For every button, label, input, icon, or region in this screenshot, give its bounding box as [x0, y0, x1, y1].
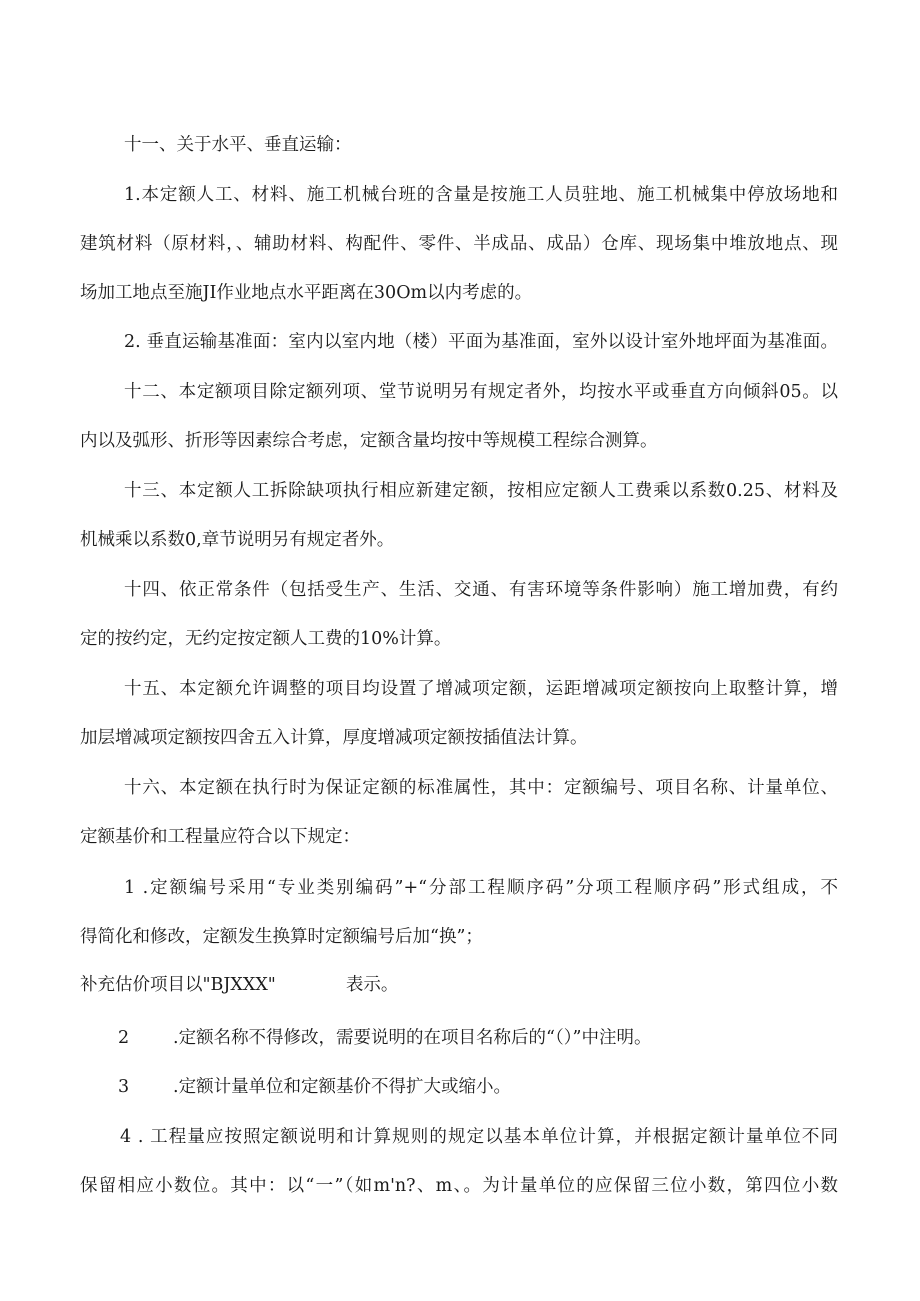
section-14-line-2: 定的按约定，无约定按定额人工费的10%计算。	[80, 629, 452, 649]
section-16-line-1: 十六、本定额在执行时为保证定额的标准属性，其中：定额编号、项目名称、计量单位、	[124, 778, 838, 798]
rule-1-supplement-suffix: 表示。	[345, 975, 399, 995]
rule-1-line-2: 得简化和修改，定额发生换算时定额编号后加“换”；	[80, 927, 483, 947]
rule-4-line-2: 保留相应小数位。其中：以“一”（如m'n?、m、。为计量单位的应保留三位小数，第四位小数	[80, 1176, 838, 1196]
section-14-line-1: 十四、依正常条件（包括受生产、生活、交通、有害环境等条件影响）施工增加费，有约	[124, 580, 838, 600]
rule-2-number: 2	[118, 1028, 130, 1048]
section-11-item-1-line-2: 建筑材料（原材料，、辅助材料、构配件、零件、半成品、成品）仓库、现场集中堆放地点、现	[80, 234, 838, 254]
section-11-title: 十一、关于水平、垂直运输：	[124, 135, 352, 155]
section-16-line-2: 定额基价和工程量应符合以下规定：	[80, 827, 360, 847]
section-13-line-2: 机械乘以系数0,章节说明另有规定者外。	[80, 530, 395, 550]
rule-4-line-1: 4 . 工程量应按照定额说明和计算规则的规定以基本单位计算，并根据定额计量单位不同	[120, 1127, 838, 1147]
section-12-line-1: 十二、本定额项目除定额列项、堂节说明另有规定者外，均按水平或垂直方向倾斜05。以	[124, 382, 838, 402]
rule-1-line-3	[80, 973, 398, 997]
section-15-line-1: 十五、本定额允许调整的项目均设置了增减项定额，运距增减项定额按向上取整计算，增	[124, 679, 838, 699]
section-15-line-2: 加层增减项定额按四舍五入计算，厚度增减项定额按插值法计算。	[80, 728, 588, 748]
rule-3-text: .定额计量单位和定额基价不得扩大或缩小。	[173, 1077, 512, 1097]
section-11-item-1-line-1: 1.本定额人工、材料、施工机械台班的含量是按施工人员驻地、施工机械集中停放场地和	[124, 185, 838, 205]
rule-1-supplement-code: 补充估价项目以"BJXXX"	[80, 975, 276, 995]
rule-2-text: .定额名称不得修改，需要说明的在项目名称后的“（）”中注明。	[173, 1028, 652, 1048]
section-12-line-2: 内以及弧形、折形等因素综合考虑，定额含量均按中等规模工程综合测算。	[80, 431, 658, 451]
rule-3-number: 3	[118, 1077, 130, 1097]
section-13-line-1: 十三、本定额人工拆除缺项执行相应新建定额，按相应定额人工费乘以系数0.25、材料及	[124, 481, 838, 501]
section-11-item-1-line-3: 场加工地点至施JI作业地点水平距离在30Om以内考虑的。	[80, 283, 533, 303]
rule-1-line-1: 1 .定额编号采用“专业类别编码”+“分部工程顺序码”分项工程顺序码”形式组成，不	[124, 878, 838, 898]
section-11-item-2: 2. 垂直运输基准面：室内以室内地（楼）平面为基准面，室外以设计室外地坪面为基准面。	[124, 332, 838, 352]
